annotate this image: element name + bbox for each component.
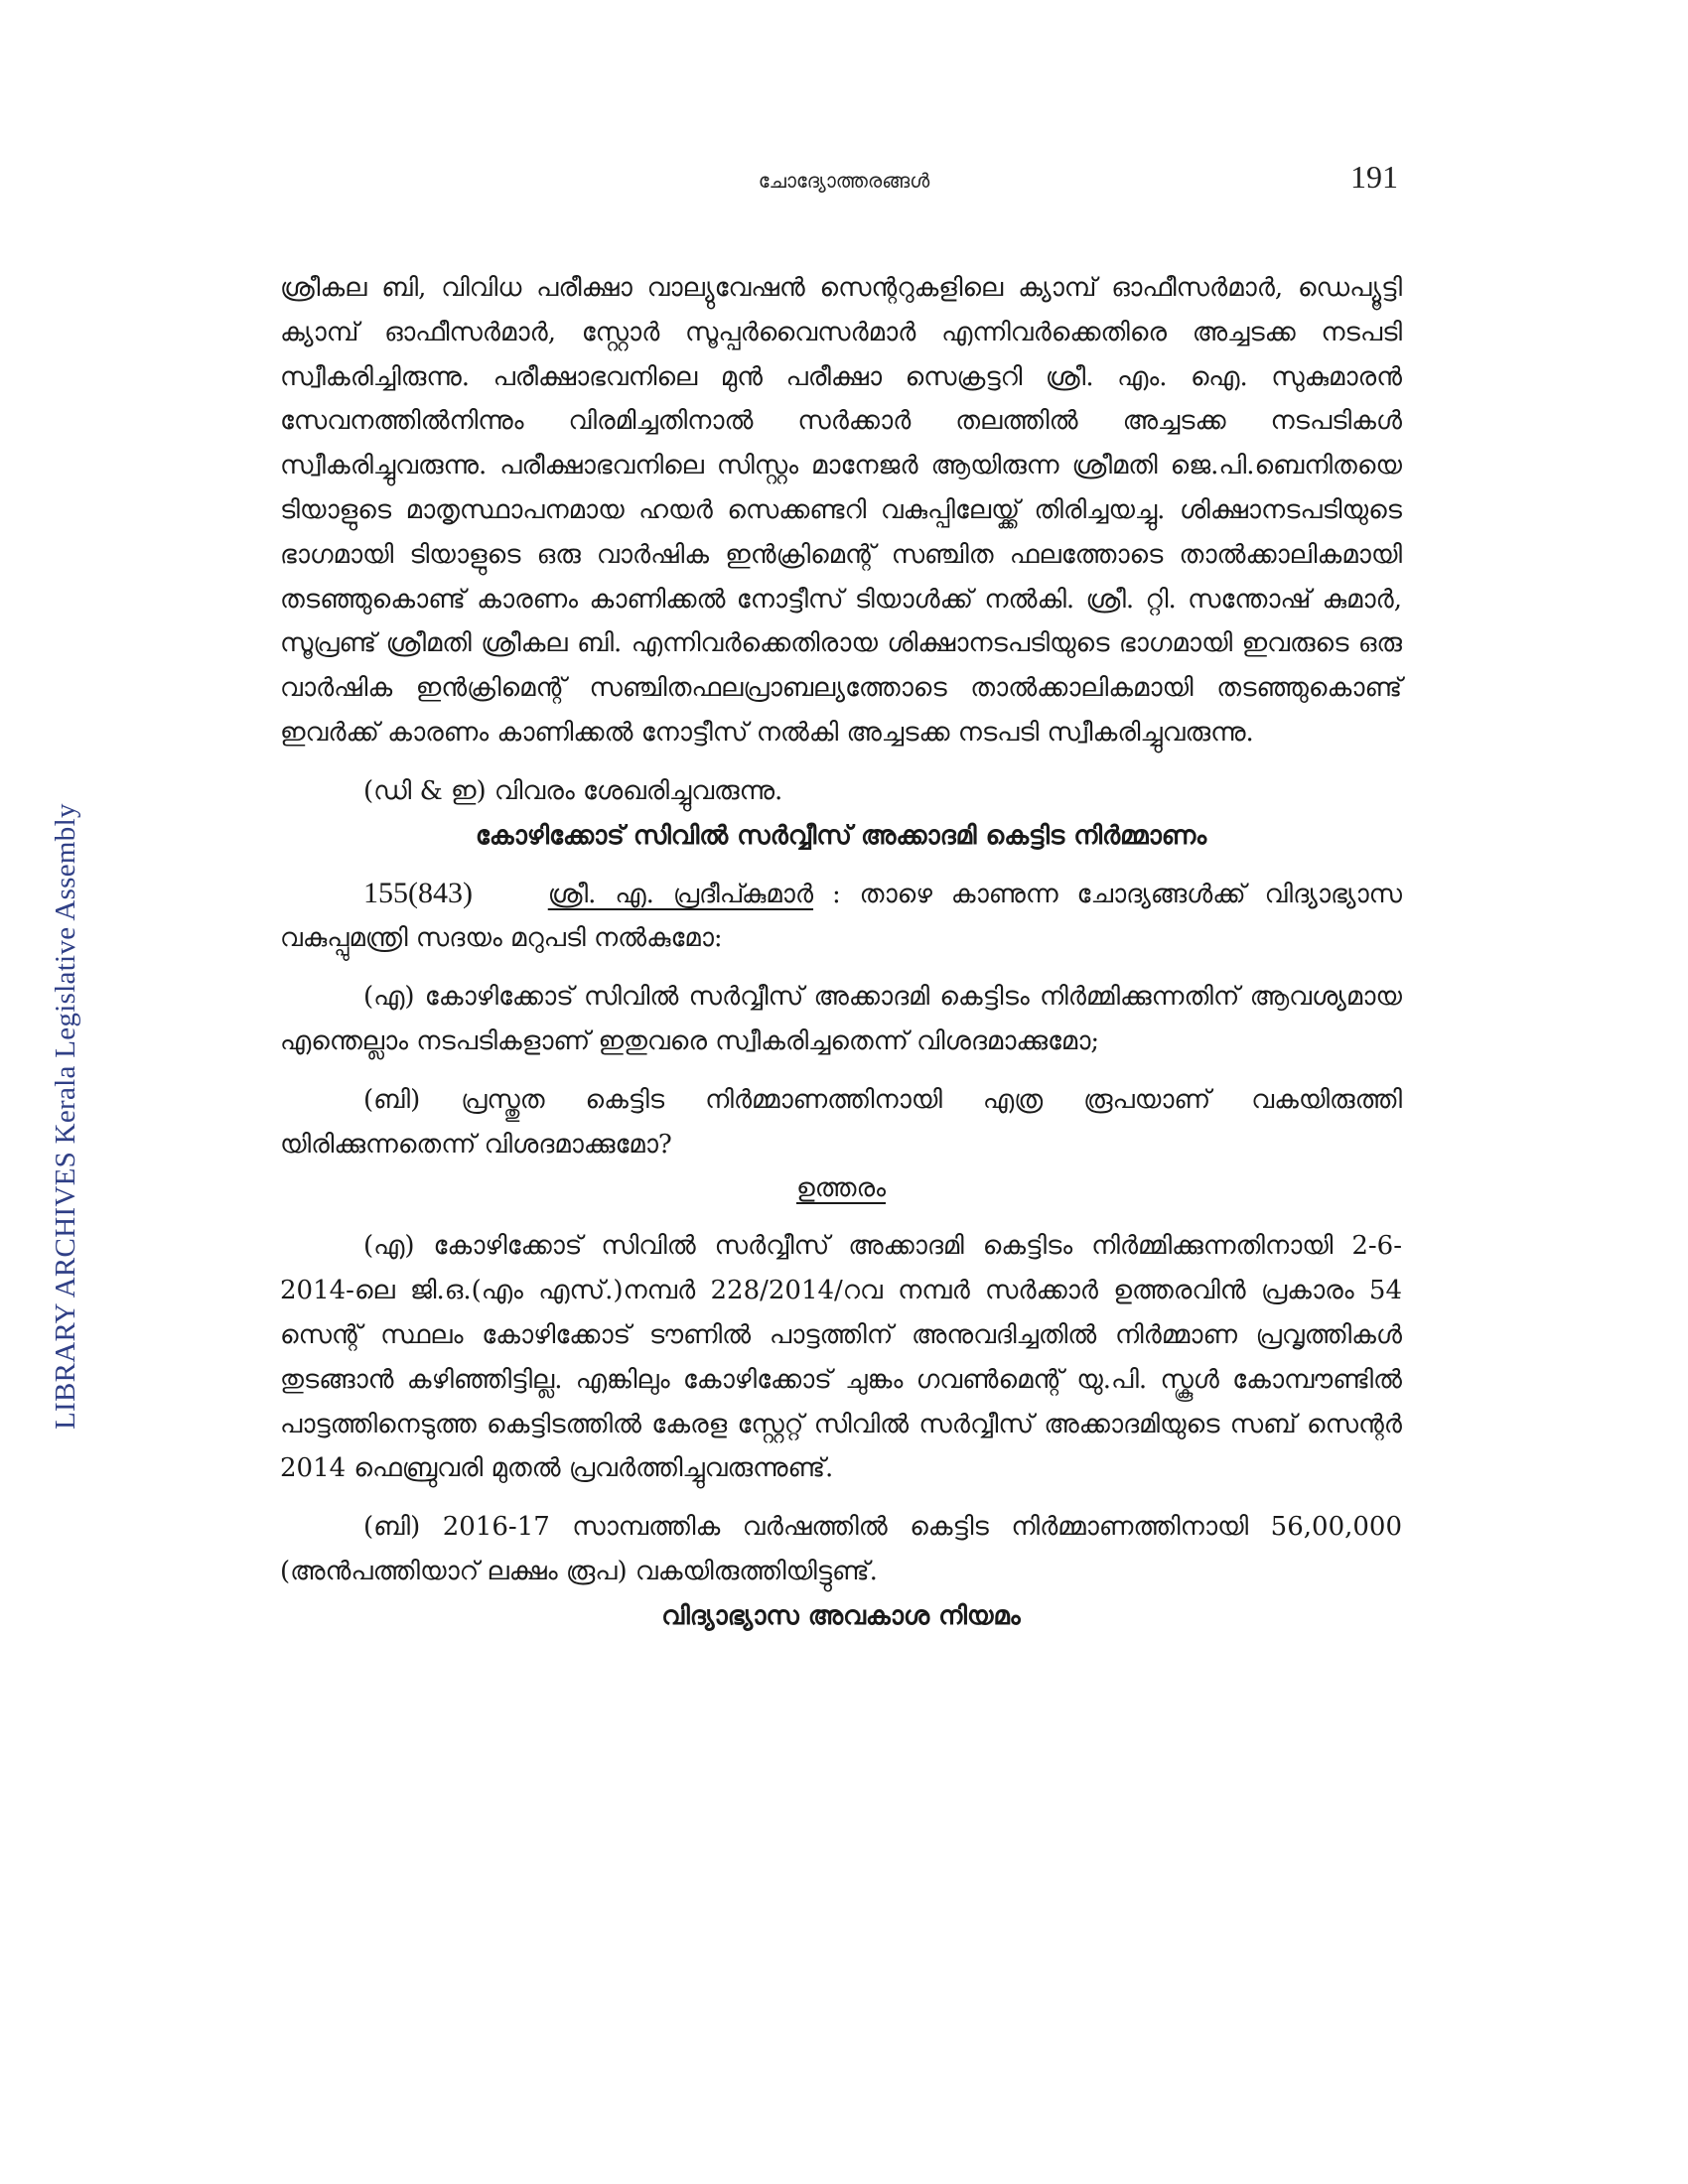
question-a: (എ) കോഴിക്കോട് സിവിൽ സർവ്വീസ് അക്കാദമി കെട്ടിടം നിർമ്മിക്കുന്നതിന് ആവശ്യമായ എന്തെല്ലാം നടപടികളാണ് ഇതുവരെ സ്വീകരിച്ചതെന്ന് വിശദമാക്കുമോ; (280, 982, 1402, 1056)
page-number: 191 (1350, 159, 1398, 195)
section-heading-civil-service-academy: കോഴിക്കോട് സിവിൽ സർവ്വീസ് അക്കാദമി കെട്ടിട നിർമ്മാണം (475, 820, 1207, 851)
question-intro-text: : താഴെ കാണുന്ന ചോദ്യങ്ങൾക്ക് വിദ്യാഭ്യാസ വകുപ്പുമന്ത്രി സദയം മറുപടി നൽകുമോ: (280, 879, 1402, 954)
answer-a: (എ) കോഴിക്കോട് സിവിൽ സർവ്വീസ് അക്കാദമി കെട്ടിടം നിർമ്മിക്കുന്നതിനായി 2-6-2014-ലെ ജി.ഒ.(എം എസ്.)നമ്പർ 228/2014/റവ നമ്പർ സർക്കാർ ഉത്തരവിൻ പ്രകാരം 54 സെന്റ് സ്ഥലം കോഴിക്കോട് ടൗണിൽ പാട്ടത്തിന് അനുവദിച്ചതിൽ നിർമ്മാണ പ്രവൃത്തികൾ തുടങ്ങാൻ കഴിഞ്ഞിട്ടില്ല. എങ്കിലും കോഴിക്കോട് ചുങ്കം ഗവൺമെന്റ് യു.പി. സ്കൂൾ കോമ്പൗണ്ടിൽ പാട്ടത്തിനെടുത്ത കെട്ടിടത്തിൽ കേരള സ്റ്റേറ്റ് സിവിൽ സർവ്വീസ് അക്കാദമിയുടെ സബ് സെന്റർ 2014 ഫെബ്രുവരി മുതൽ പ്രവർത്തിച്ചുവരുന്നുണ്ട്. (280, 1231, 1402, 1484)
paragraph-disciplinary-action: ശ്രീകല ബി, വിവിധ പരീക്ഷാ വാല്യുവേഷൻ സെന്ററുകളിലെ ക്യാമ്പ് ഓഫീസർമാർ, ഡെപ്യൂട്ടി ക്യാമ്പ് ഓഫീസർമാർ, സ്റ്റോർ സൂപ്പർവൈസർമാർ എന്നിവർക്കെതിരെ അച്ചടക്ക നടപടി സ്വീകരിച്ചിരുന്നു. പരീക്ഷാഭവനിലെ മുൻ പരീക്ഷാ സെക്രട്ടറി ശ്രീ. എം. ഐ. സുകുമാരൻ സേവനത്തിൽനിന്നും വിരമിച്ചതിനാൽ സർക്കാർ തലത്തിൽ അച്ചടക്ക നടപടികൾ സ്വീകരിച്ചുവരുന്നു. പരീക്ഷാഭവനിലെ സിസ്റ്റം മാനേജർ ആയിരുന്ന ശ്രീമതി ജെ.പി.ബെനിതയെ ടിയാളുടെ മാതൃസ്ഥാപനമായ ഹയർ സെക്കണ്ടറി വകുപ്പിലേയ്ക്ക് തിരിച്ചയച്ചു. ശിക്ഷാനടപടിയുടെ ഭാഗമായി ടിയാളുടെ ഒരു വാർഷിക ഇൻക്രിമെന്റ് സഞ്ചിത ഫലത്തോടെ താൽക്കാലികമായി തടഞ്ഞുകൊണ്ട് കാരണം കാണിക്കൽ നോട്ടീസ് ടിയാൾക്ക് നൽകി. ശ്രീ. റ്റി. സന്തോഷ് കുമാർ, സൂപ്രണ്ട് ശ്രീമതി ശ്രീകല ബി. എന്നിവർക്കെതിരായ ശിക്ഷാനടപടിയുടെ ഭാഗമായി ഇവരുടെ ഒരു വാർഷിക ഇൻക്രിമെന്റ് സഞ്ചിതഫലപ്രാബല്യത്തോടെ താൽക്കാലികമായി തടഞ്ഞുകൊണ്ട് ഇവർക്ക് കാരണം കാണിക്കൽ നോട്ടീസ് നൽകി അച്ചടക്ക നടപടി സ്വീകരിച്ചുവരുന്നു. (280, 273, 1402, 748)
paragraph-answer-d-e: (ഡി & ഇ) വിവരം ശേഖരിച്ചുവരുന്നു. (363, 775, 783, 806)
member-name: ശ്രീ. എ. പ്രദീപ്കുമാർ (547, 879, 814, 909)
answer-b: (ബി) 2016-17 സാമ്പത്തിക വർഷത്തിൽ കെട്ടിട നിർമ്മാണത്തിനായി 56,00,000 (അൻപത്തിയാറ് ലക്ഷം രൂപ) വകയിരുത്തിയിട്ടുണ്ട്. (280, 1512, 1402, 1586)
page-body (280, 266, 1402, 1638)
answer-heading: ഉത്തരം (796, 1173, 886, 1204)
question-number: 155(843) (363, 876, 473, 909)
running-header: ചോദ്യോത്തരങ്ങൾ (758, 169, 930, 193)
question-b: (ബി) പ്രസ്തുത കെട്ടിട നിർമ്മാണത്തിനായി എത്ര രൂപയാണ് വകയിരുത്തി യിരിക്കുന്നതെന്ന് വിശദമാക്കുമോ? (280, 1084, 1402, 1160)
question-intro (280, 872, 1402, 962)
section-heading-right-to-education: വിദ്യാഭ്യാസ അവകാശ നിയമം (661, 1600, 1021, 1631)
archive-watermark: LIBRARY ARCHIVES Kerala Legislative Assembly (50, 803, 81, 1430)
